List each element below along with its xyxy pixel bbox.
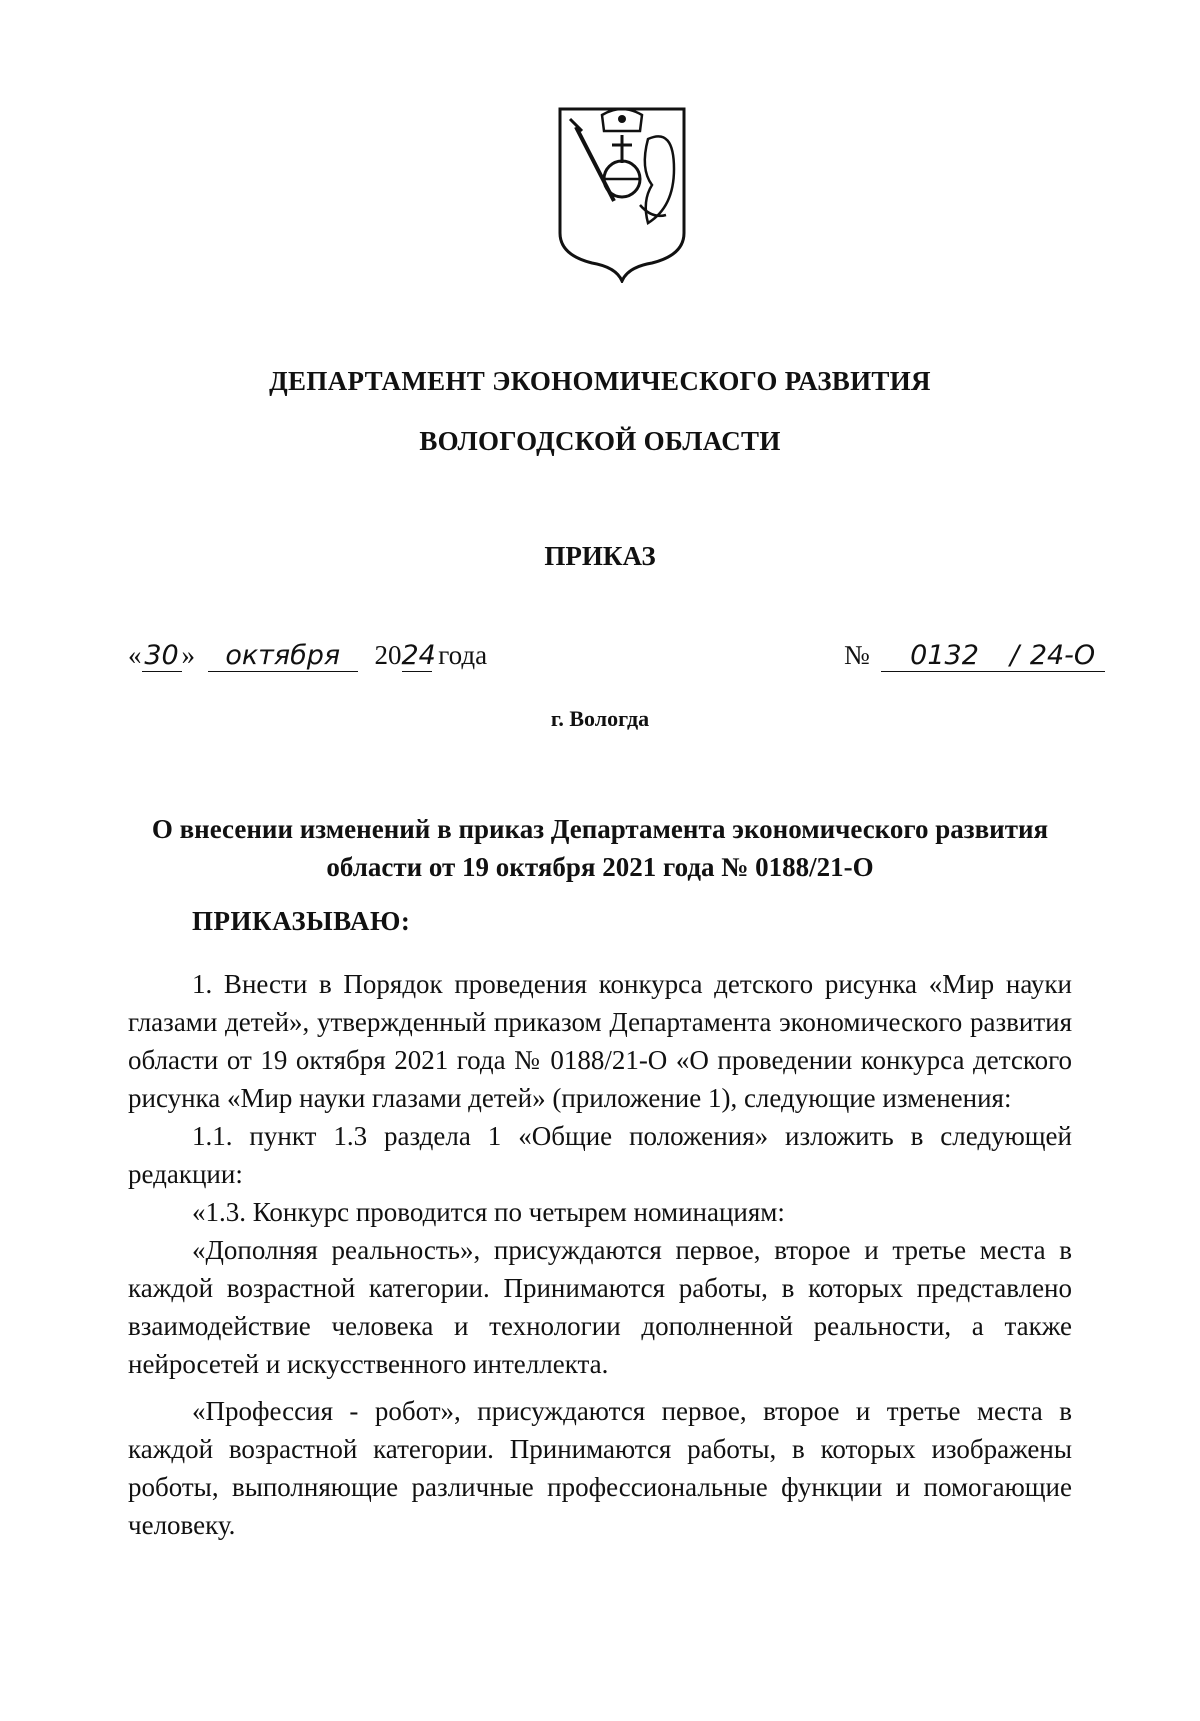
body-paragraph: «1.3. Конкурс проводится по четырем номинациям:	[192, 1197, 785, 1227]
date-year-prefix: 20	[374, 640, 402, 670]
number-value: 0132	[881, 641, 1009, 672]
subject-line1: О внесении изменений в приказ Департамента экономического развития	[151, 814, 1049, 844]
order-word: ПРИКАЗЫВАЮ:	[192, 906, 411, 936]
document-type: ПРИКАЗ	[544, 541, 656, 571]
city-name: г. Вологда	[550, 706, 650, 731]
date-year-word: года	[438, 640, 488, 670]
document-number	[844, 640, 1105, 672]
body-paragraph: «Дополняя реальность», присуждаются первое, второе и третье места в каждой возрастной категории. Принимаются работы, в которых представлено взаимодействие человека и технологии дополненной реальности, а также нейросетей и искусственного интеллекта.	[128, 1235, 1072, 1379]
date-month: октября	[208, 641, 358, 672]
date-open-quote: «	[128, 640, 142, 670]
department-name-line1: ДЕПАРТАМЕНТ ЭКОНОМИЧЕСКОГО РАЗВИТИЯ	[269, 366, 931, 396]
body-paragraph: «Профессия - робот», присуждаются первое, второе и третье места в каждой возрастной категории. Принимаются работы, в которых изображены роботы, выполняющие различные профессиональные функции и помогающие человеку.	[128, 1396, 1072, 1540]
date-year-suffix: 24	[401, 640, 436, 671]
document-body	[128, 965, 1072, 1544]
document-date	[128, 640, 487, 672]
document-subject	[128, 810, 1072, 886]
coat-of-arms-icon	[556, 105, 688, 283]
number-slash: /	[1009, 640, 1020, 671]
date-day: 30	[142, 641, 182, 672]
body-paragraph: 1.1. пункт 1.3 раздела 1 «Общие положения» изложить в следующей редакции:	[128, 1121, 1072, 1189]
date-close-quote: »	[181, 640, 195, 670]
subject-line2: области от 19 октября 2021 года № 0188/21-О	[326, 852, 874, 882]
body-paragraph: 1. Внести в Порядок проведения конкурса детского рисунка «Мир науки глазами детей», утвержденный приказом Департамента экономического развития области от 19 октября 2021 года № 0188/21-О «О проведении конкурса детского рисунка «Мир науки глазами детей» (приложение 1), следующие изменения:	[128, 969, 1072, 1113]
department-name-line2: ВОЛОГОДСКОЙ ОБЛАСТИ	[419, 426, 781, 456]
number-suffix: 24-О	[1021, 641, 1105, 672]
number-sign: №	[844, 640, 870, 670]
